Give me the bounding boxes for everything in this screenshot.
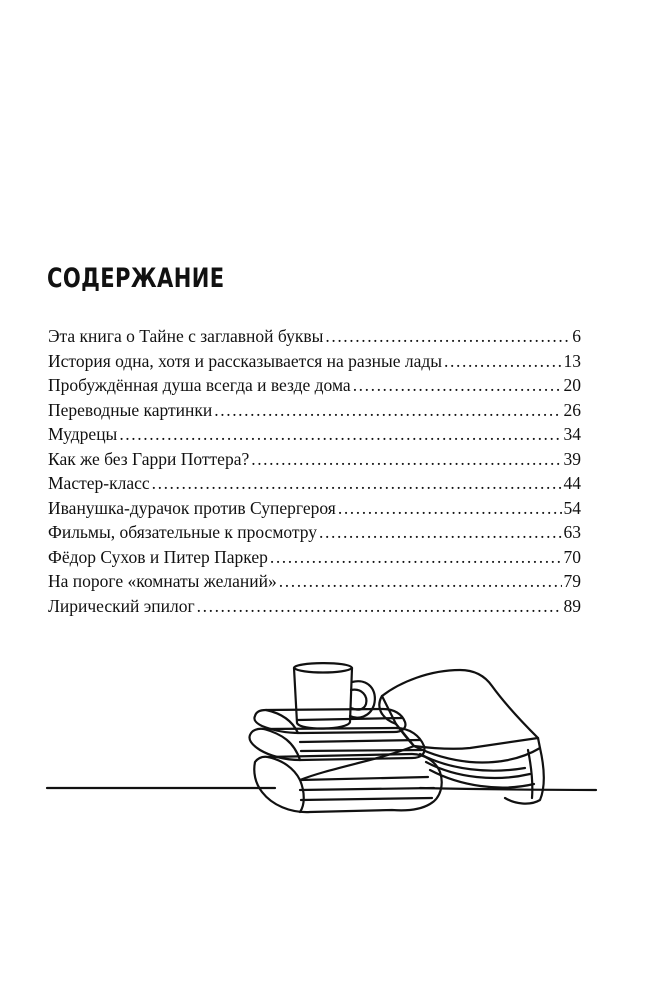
toc-entry-page: 26 [563, 399, 581, 420]
toc-entry-page: 34 [563, 424, 581, 444]
dot-leader [270, 545, 562, 570]
toc-entry [48, 324, 581, 349]
toc-entry [48, 447, 581, 472]
toc-entry-page: 39 [563, 448, 581, 469]
dot-leader [279, 569, 562, 594]
toc-entry [48, 373, 581, 398]
toc-entry-title: История одна, хотя и рассказывается на разные лады [48, 350, 443, 371]
toc-entry-title: Как же без Гарри Поттера? [48, 448, 250, 469]
toc-entry-page: 20 [563, 375, 581, 395]
toc-entry-page: 54 [563, 497, 581, 518]
toc-entry [48, 422, 581, 447]
dot-leader [214, 398, 561, 423]
dot-leader [197, 594, 562, 619]
toc-entry-title: Фильмы, обязательные к просмотру [48, 522, 318, 542]
dot-leader [319, 520, 561, 545]
toc-entry-page: 44 [563, 473, 581, 493]
toc-entry [48, 398, 581, 423]
toc-entry-title: Пробуждённая душа всегда и везде дома [48, 375, 351, 395]
toc-entry-page: 6 [572, 326, 581, 346]
toc-entry-page: 63 [563, 522, 581, 542]
dot-leader [251, 447, 561, 472]
toc-entry-page: 70 [563, 546, 581, 567]
toc-entry [48, 545, 581, 570]
toc-entry-title: Переводные картинки [48, 399, 213, 420]
table-of-contents [48, 324, 581, 618]
toc-entry [48, 594, 581, 619]
dot-leader [152, 471, 562, 496]
dot-leader [338, 496, 562, 521]
dot-leader [444, 349, 561, 374]
toc-entry-page: 13 [563, 350, 581, 371]
toc-entry [48, 349, 581, 374]
toc-entry-title: Фёдор Сухов и Питер Паркер [48, 546, 268, 567]
books-and-cup-line-drawing-icon [0, 650, 647, 850]
toc-entry-title: Мудрецы [48, 424, 118, 444]
toc-entry-title: Эта книга о Тайне с заглавной буквы [48, 326, 324, 346]
page-title: СОДЕРЖАНИЕ [47, 263, 225, 294]
toc-entry [48, 471, 581, 496]
toc-entry-title: Мастер-класс [48, 473, 150, 493]
toc-entry-page: 89 [563, 595, 581, 616]
toc-entry [48, 520, 581, 545]
dot-leader [119, 422, 561, 447]
toc-entry-title: Лирический эпилог [48, 595, 195, 616]
toc-entry-title: Иванушка-дурачок против Супергероя [48, 497, 336, 518]
toc-entry [48, 496, 581, 521]
toc-entry-page: 79 [563, 571, 581, 591]
dot-leader [325, 324, 570, 349]
toc-entry [48, 569, 581, 594]
toc-entry-title: На пороге «комнаты желаний» [48, 571, 277, 591]
dot-leader [353, 373, 562, 398]
